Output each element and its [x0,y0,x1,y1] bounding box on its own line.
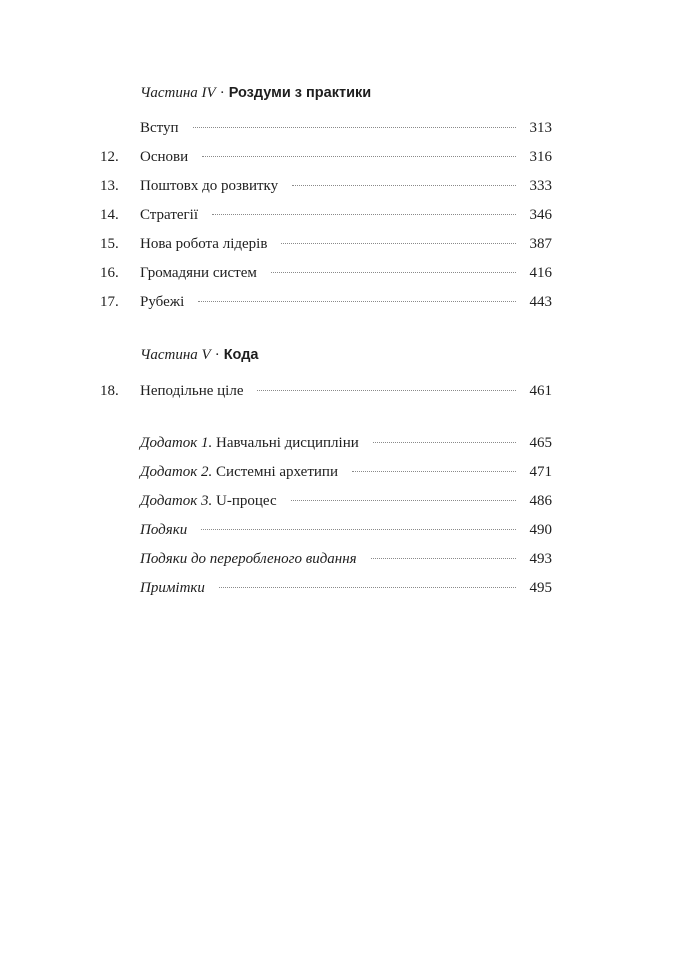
page-number: 490 [529,522,552,538]
page-number: 387 [529,236,552,252]
back-matter-name: Подяки [140,522,188,538]
dot-leader [219,587,516,588]
back-matter-title [140,519,187,541]
appendix-name: U-процес [216,493,277,509]
page-number: 316 [529,149,552,165]
page-number: 416 [529,265,552,281]
page-number: 493 [529,551,552,567]
part-4-title: Роздуми з практики [228,85,372,101]
page-number: 443 [529,294,552,310]
dot-leader [371,558,516,559]
toc-entry[interactable] [100,146,552,168]
chapter-number: 16. [100,265,119,281]
part-5-title: Кода [223,347,259,363]
chapter-title: Нова робота лідерів [140,236,268,252]
appendix-prefix: Додаток 2. [140,464,213,480]
toc-entry[interactable] [100,117,552,139]
page-number: 313 [529,120,552,136]
chapter-title: Стратегії [140,207,199,223]
page-number: 333 [529,178,552,194]
dot-leader [271,272,516,273]
appendix-name: Системні архетипи [216,464,338,480]
part-4-heading [140,83,371,103]
back-matter-entry[interactable] [100,577,552,599]
toc-entry[interactable] [100,204,552,226]
dot-leader [291,500,516,501]
appendix-prefix: Додаток 3. [140,493,213,509]
toc-entry[interactable] [100,233,552,255]
chapter-title: Вступ [140,120,179,136]
chapter-number: 15. [100,236,119,252]
page-number: 495 [529,580,552,596]
dot-leader [212,214,516,215]
dot-leader [193,127,516,128]
chapter-title: Рубежі [140,294,185,310]
page-number: 461 [529,383,552,399]
chapter-title: Неподільне ціле [140,383,244,399]
dot-leader [198,301,516,302]
toc-entry[interactable] [100,262,552,284]
appendix-entry[interactable] [100,490,552,512]
chapter-number: 13. [100,178,119,194]
part-5-separator: · [214,347,220,363]
appendix-name: Навчальні дисципліни [216,435,359,451]
appendix-title [140,461,338,483]
dot-leader [281,243,516,244]
part-4-label: Частина IV [140,85,216,101]
back-matter-title [140,548,357,570]
chapter-title: Громадяни систем [140,265,257,281]
dot-leader [373,442,516,443]
part-5-label: Частина V [140,347,211,363]
appendix-title [140,432,359,454]
toc-entry[interactable] [100,175,552,197]
appendix-entry[interactable] [100,461,552,483]
appendix-entry[interactable] [100,432,552,454]
page-number: 346 [529,207,552,223]
chapter-number: 12. [100,149,119,165]
page-number: 465 [529,435,552,451]
toc-entry[interactable] [100,291,552,313]
part-4-separator: · [219,85,225,101]
page-number: 471 [529,464,552,480]
dot-leader [352,471,516,472]
dot-leader [257,390,516,391]
appendix-title [140,490,277,512]
chapter-number: 14. [100,207,119,223]
toc-entry[interactable] [100,380,552,402]
appendix-prefix: Додаток 1. [140,435,213,451]
dot-leader [201,529,516,530]
chapter-title: Поштовх до розвитку [140,178,279,194]
chapter-title: Основи [140,149,189,165]
back-matter-title [140,577,205,599]
back-matter-name: Примітки [140,580,205,596]
dot-leader [292,185,516,186]
back-matter-entry[interactable] [100,519,552,541]
back-matter-entry[interactable] [100,548,552,570]
chapter-number: 17. [100,294,119,310]
back-matter-name: Подяки до переробленого видання [140,551,357,567]
part-5-heading [140,345,258,365]
page-number: 486 [529,493,552,509]
chapter-number: 18. [100,383,119,399]
dot-leader [202,156,516,157]
